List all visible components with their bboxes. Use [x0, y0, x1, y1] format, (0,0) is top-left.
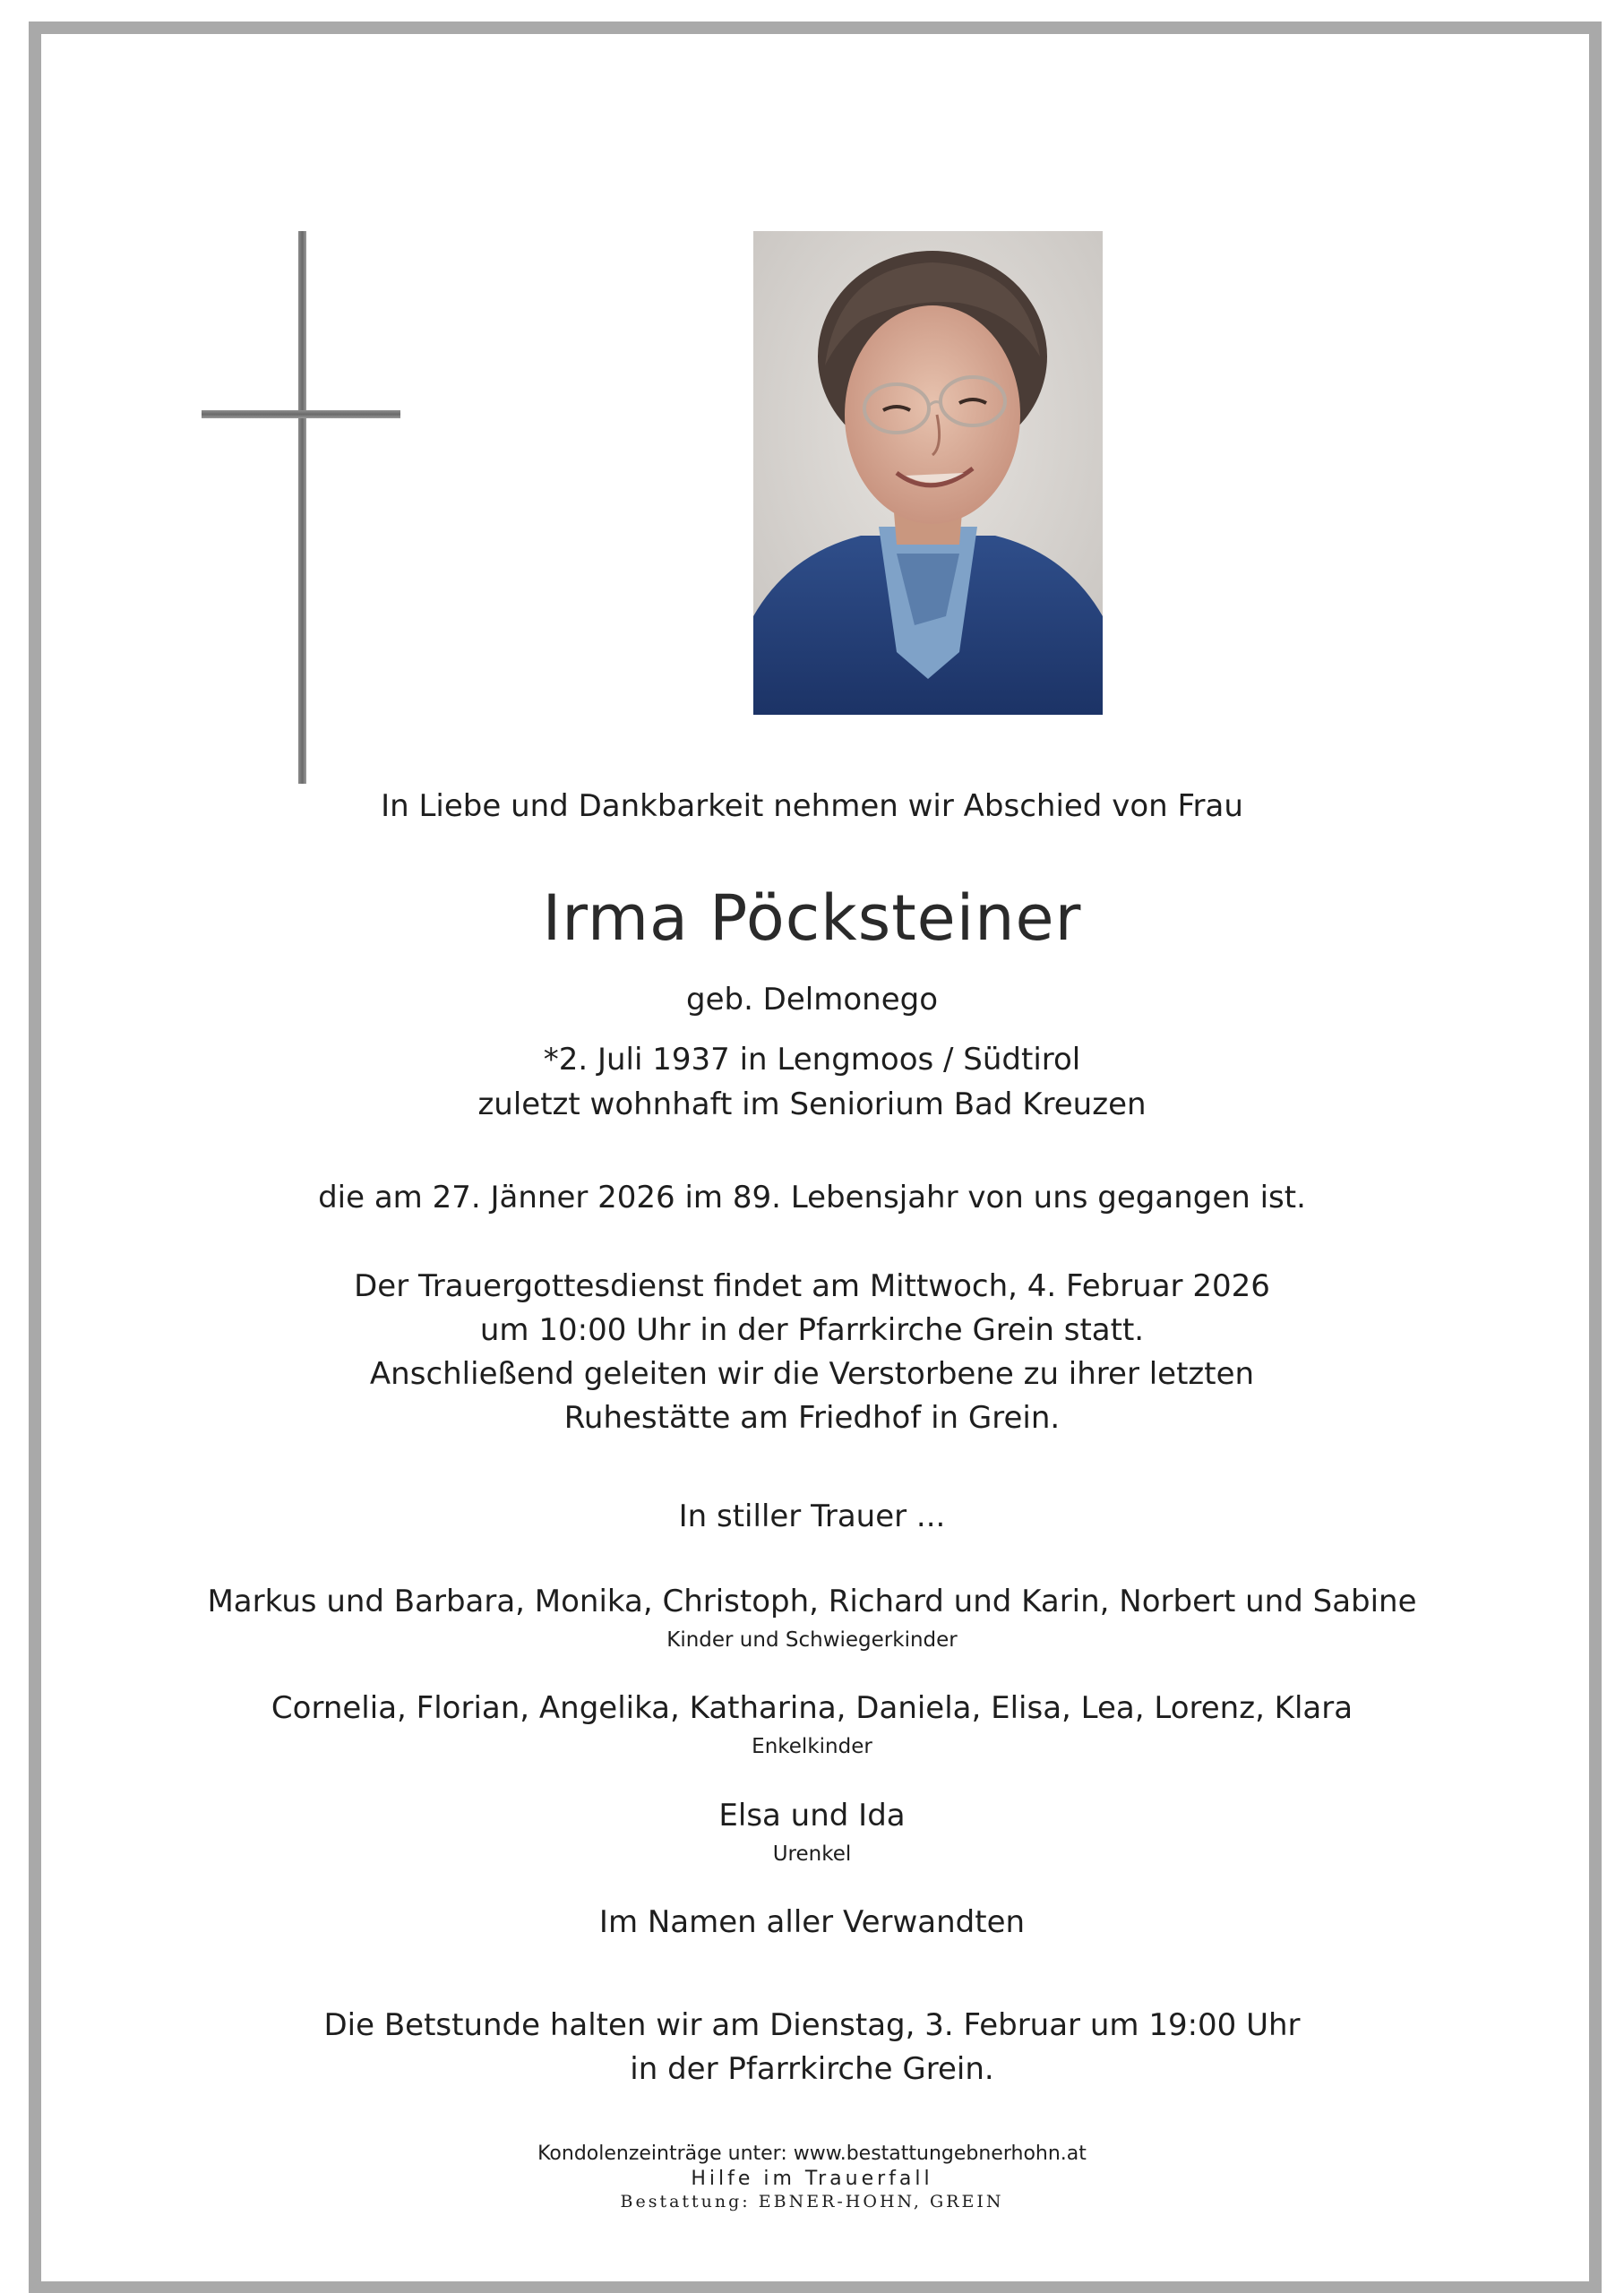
portrait-photo — [753, 231, 1103, 715]
family-relation-great-grandchildren: Urenkel — [772, 1842, 852, 1866]
cross-vertical-bar — [298, 231, 306, 784]
help-tagline: Hilfe im Trauerfall — [691, 2168, 933, 2190]
family-relation-grandchildren: Enkelkinder — [752, 1735, 872, 1758]
mourning-heading: In stiller Trauer ... — [678, 1499, 946, 1534]
condolence-info: Kondolenzeinträge unter: www.bestattungebnerhohn.at — [537, 2143, 1087, 2165]
family-relation-children: Kinder und Schwiegerkinder — [666, 1628, 958, 1652]
residence-info: zuletzt wohnhaft im Seniorium Bad Kreuzen — [477, 1086, 1147, 1122]
family-names-grandchildren: Cornelia, Florian, Angelika, Katharina, Daniela, Elisa, Lea, Lorenz, Klara — [271, 1690, 1353, 1726]
birth-info: *2. Juli 1937 in Lengmoos / Südtirol — [543, 1042, 1081, 1078]
funeral-home: Bestattung: EBNER-HOHN, GREIN — [620, 2192, 1004, 2211]
service-line: Anschließend geleiten wir die Verstorbene zu ihrer letzten — [369, 1356, 1255, 1392]
prayer-line: in der Pfarrkirche Grein. — [630, 2051, 994, 2087]
deceased-name: Irma Pöcksteiner — [542, 881, 1082, 955]
birth-name: geb. Delmonego — [685, 982, 938, 1018]
relatives-line: Im Namen aller Verwandten — [598, 1904, 1026, 1940]
family-names-children: Markus und Barbara, Monika, Christoph, Richard und Karin, Norbert und Sabine — [207, 1584, 1417, 1619]
death-info: die am 27. Jänner 2026 im 89. Lebensjahr von uns gegangen ist. — [318, 1180, 1306, 1215]
cross-horizontal-bar — [202, 410, 400, 418]
service-line: um 10:00 Uhr in der Pfarrkirche Grein statt. — [479, 1312, 1145, 1348]
intro-text: In Liebe und Dankbarkeit nehmen wir Abschied von Frau — [381, 788, 1243, 824]
family-names-great-grandchildren: Elsa und Ida — [718, 1798, 906, 1834]
prayer-line: Die Betstunde halten wir am Dienstag, 3. Februar um 19:00 Uhr — [323, 2007, 1301, 2043]
service-line: Ruhestätte am Friedhof in Grein. — [563, 1400, 1061, 1436]
service-line: Der Trauergottesdienst findet am Mittwoch, 4. Februar 2026 — [354, 1268, 1270, 1304]
